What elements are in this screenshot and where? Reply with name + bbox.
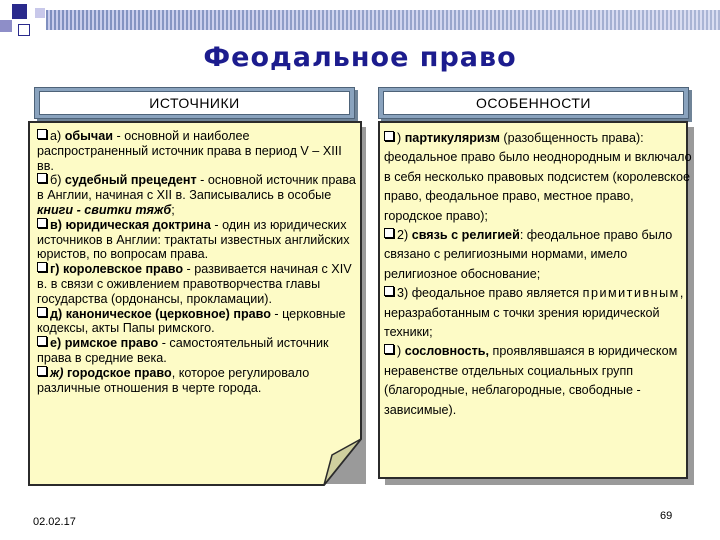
footer-date: 02.02.17 xyxy=(33,516,76,528)
checkbox-bullet-icon xyxy=(37,218,47,228)
checkbox-bullet-icon xyxy=(37,129,47,139)
checkbox-bullet-icon xyxy=(384,344,394,354)
header-features-label: ОСОБЕННОСТИ xyxy=(383,91,684,115)
decor-square xyxy=(0,20,12,32)
decor-square xyxy=(12,4,27,19)
checkbox-bullet-icon xyxy=(37,336,47,346)
decor-square xyxy=(18,24,30,36)
page-number: 69 xyxy=(660,510,673,522)
header-features xyxy=(378,87,689,119)
checkbox-bullet-icon xyxy=(37,173,47,183)
sources-list xyxy=(37,129,359,395)
page-title: Феодальное право xyxy=(203,42,517,73)
checkbox-bullet-icon xyxy=(384,286,394,296)
checkbox-bullet-icon xyxy=(37,307,47,317)
list-item: д) каноническое (церковное) право - церковные кодексы, акты Папы римского. xyxy=(37,306,346,336)
list-item: в) юридическая доктрина - один из юридических источников в Англии: трактаты известных английских юристов, по вопросам права. xyxy=(37,217,350,262)
list-item: г) королевское право - развивается начиная с XIV в. в связи с оживлением правотворчества главы государства (ордонансы, прокламации). xyxy=(37,262,352,306)
list-item: ж) городское право, которое регулировало различные отношения в черте города. xyxy=(37,365,310,395)
list-item: 3) феодальное право является примитивным, неразработанным с точки зрения юридической техники; xyxy=(384,286,684,340)
list-item: ) партикуляризм (разобщенность права): феодальное право было неоднородным и включало в себя несколько правовых подсистем (королевское право, феодальное право, местное право, городское право); xyxy=(384,131,692,223)
decor-square xyxy=(35,8,45,18)
checkbox-bullet-icon xyxy=(384,228,394,238)
list-item: а) обычаи - основной и наиболее распространенный источник права в период V – XIII вв. xyxy=(37,129,342,173)
list-item: ) сословность, проявлявшаяся в юридическом неравенстве отдельных социальных групп (благородные, неблагородные, свободные - зависимые). xyxy=(384,344,678,417)
header-sources-label: ИСТОЧНИКИ xyxy=(39,91,350,115)
checkbox-bullet-icon xyxy=(37,262,47,272)
checkbox-bullet-icon xyxy=(37,366,47,376)
list-item: б) судебный прецедент - основной источник права в Англии, начиная с XII в. Записывались в особые книги - свитки тяжб; xyxy=(37,173,356,217)
header-sources xyxy=(34,87,355,119)
list-item: 2) связь с религией: феодальное право было связано с религиозными нормами, имело религиозное обоснование; xyxy=(384,228,673,281)
top-stripe-bar xyxy=(46,10,720,30)
checkbox-bullet-icon xyxy=(384,131,394,141)
list-item: е) римское право - самостоятельный источник права в средние века. xyxy=(37,336,329,365)
features-list xyxy=(384,129,692,420)
